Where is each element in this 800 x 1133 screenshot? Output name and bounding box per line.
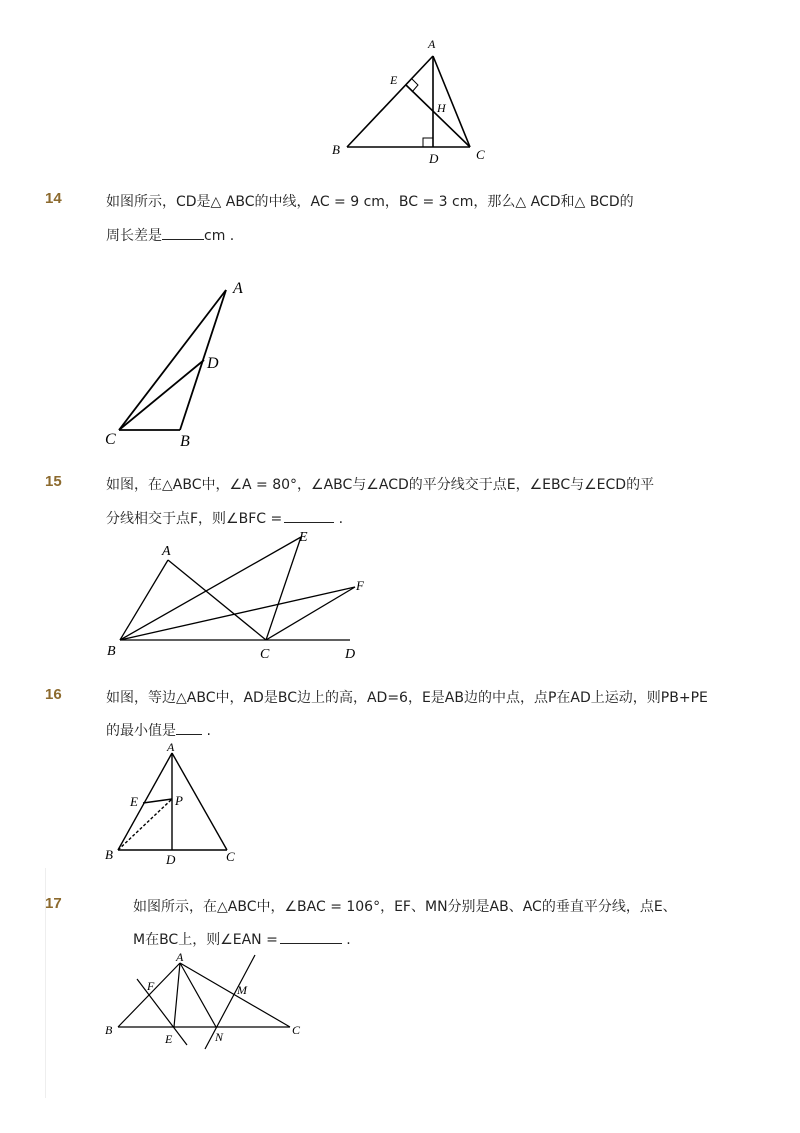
q17-label-b: B (105, 1023, 113, 1037)
q17-label-f: F (147, 979, 155, 993)
q15-line-bf (120, 587, 355, 640)
q16-answer-blank[interactable] (176, 722, 202, 735)
q17-line2-pre: M在BC上，则∠EAN = (133, 932, 278, 948)
q13-side-ab (347, 56, 433, 147)
q17-number: 17 (45, 895, 62, 912)
q15-number: 15 (45, 473, 62, 490)
q16-line2-post: . (206, 723, 211, 739)
q15-side-ac (168, 560, 266, 640)
q16-side-ab (118, 753, 172, 850)
q16-text-line1: 如图，等边△ABC中，AD是BC边上的高，AD=6，E是AB边的中点，点P在AD上运动，则PB+PE (106, 690, 708, 706)
q17-side-ac (180, 963, 290, 1027)
q16-label-e: E (130, 794, 138, 809)
q13-label-c: C (476, 147, 485, 162)
q17-label-n: N (215, 1030, 224, 1044)
q16-text-line2 (106, 720, 211, 740)
q14-line2-pre: 周长差是 (106, 228, 162, 244)
q15-label-e: E (299, 530, 308, 545)
q15-side-ab (120, 560, 168, 640)
q13-altitude-ce (406, 85, 470, 147)
q15-label-f: F (356, 578, 364, 593)
q15-label-b: B (107, 644, 116, 659)
q14-label-b: B (180, 433, 190, 450)
q16-line2-pre: 的最小值是 (106, 723, 176, 739)
q13-label-e: E (390, 73, 398, 87)
q16-segment-bp (118, 799, 172, 850)
q15-line2-pre: 分线相交于点F，则∠BFC = (106, 511, 283, 527)
q13-label-b: B (332, 142, 340, 157)
q17-label-a: A (176, 950, 184, 964)
q15-line-ce (266, 537, 301, 640)
q14-text-line2 (106, 225, 234, 245)
q14-text-line1: 如图所示，CD是△ ABC的中线，AC = 9 cm，BC = 3 cm，那么△ ACD和△ BCD的 (106, 194, 634, 210)
q17-segment-an (180, 963, 216, 1027)
q15-label-c: C (260, 647, 270, 662)
q13-figure (320, 30, 500, 170)
q14-line2-post: cm . (204, 228, 235, 244)
q17-segment-ae (174, 963, 180, 1027)
q14-number: 14 (45, 190, 62, 207)
q16-label-c: C (226, 849, 235, 864)
q17-figure (95, 945, 310, 1055)
q13-right-angle-d (423, 138, 433, 147)
q17-label-e: E (165, 1032, 173, 1046)
q14-label-a: A (233, 280, 243, 297)
q13-label-h: H (437, 101, 446, 115)
q16-label-b: B (105, 847, 113, 862)
q17-label-c: C (292, 1023, 301, 1037)
q15-line-cf (266, 587, 355, 640)
q14-label-d: D (207, 355, 219, 372)
q13-label-d: D (429, 151, 439, 166)
q16-segment-ep (143, 799, 172, 803)
q13-label-a: A (428, 37, 436, 51)
q15-label-d: D (345, 647, 356, 662)
q16-number: 16 (45, 686, 62, 703)
q15-figure (95, 525, 380, 670)
q16-label-p: P (175, 793, 183, 808)
q17-label-m: M (237, 983, 247, 997)
q17-answer-blank[interactable] (280, 931, 342, 944)
q14-answer-blank[interactable] (162, 227, 204, 240)
q15-line2-post: . (338, 511, 344, 527)
q15-text-line1: 如图，在△ABC中，∠A = 80°，∠ABC与∠ACD的平分线交于点E，∠EBC与∠ECD的平 (106, 477, 655, 493)
q15-label-a: A (162, 544, 171, 559)
q16-label-a: A (167, 740, 175, 754)
q17-bisector-ef (137, 979, 187, 1045)
q14-figure (95, 275, 265, 455)
q17-text-line1: 如图所示，在△ABC中，∠BAC = 106°，EF、MN分别是AB、AC的垂直平分线，点E、 (133, 899, 677, 915)
q15-line-be (120, 537, 301, 640)
q17-line2-post: . (346, 932, 351, 948)
q15-answer-blank[interactable] (284, 510, 334, 523)
q13-right-angle-e (412, 79, 418, 92)
q14-label-c: C (105, 431, 116, 448)
q16-label-d: D (166, 852, 176, 867)
q16-figure (95, 740, 255, 870)
